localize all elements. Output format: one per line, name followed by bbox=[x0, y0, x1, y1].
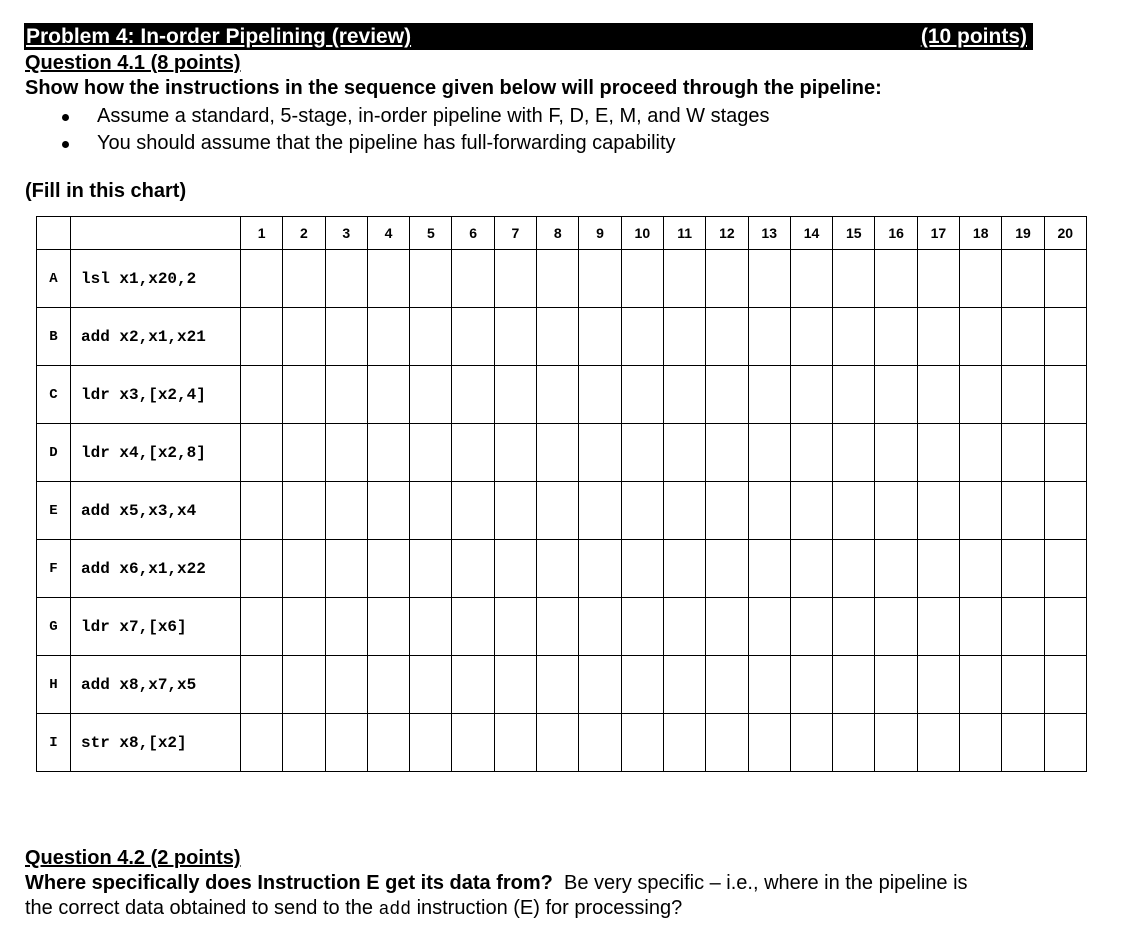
stage-cell[interactable] bbox=[833, 714, 875, 772]
cycle-number: 7 bbox=[494, 217, 536, 250]
stage-cell[interactable] bbox=[452, 540, 494, 598]
stage-cell[interactable] bbox=[283, 250, 325, 308]
stage-cell[interactable] bbox=[748, 656, 790, 714]
instruction-letter: F bbox=[37, 540, 71, 598]
stage-cell[interactable] bbox=[452, 482, 494, 540]
stage-cell[interactable] bbox=[1044, 482, 1086, 540]
stage-cell[interactable] bbox=[1044, 366, 1086, 424]
stage-cell[interactable] bbox=[410, 540, 452, 598]
stage-cell[interactable] bbox=[706, 482, 748, 540]
stage-cell[interactable] bbox=[1044, 656, 1086, 714]
stage-cell[interactable] bbox=[325, 540, 367, 598]
stage-cell[interactable] bbox=[875, 424, 917, 482]
stage-cell[interactable] bbox=[283, 482, 325, 540]
stage-cell[interactable] bbox=[325, 366, 367, 424]
stage-cell[interactable] bbox=[579, 250, 621, 308]
stage-cell[interactable] bbox=[790, 366, 832, 424]
instruction-letter: E bbox=[37, 482, 71, 540]
stage-cell[interactable] bbox=[960, 714, 1002, 772]
stage-cell[interactable] bbox=[410, 424, 452, 482]
stage-cell[interactable] bbox=[494, 424, 536, 482]
stage-cell[interactable] bbox=[663, 714, 705, 772]
stage-cell[interactable] bbox=[960, 540, 1002, 598]
stage-cell[interactable] bbox=[241, 540, 283, 598]
stage-cell[interactable] bbox=[663, 598, 705, 656]
stage-cell[interactable] bbox=[706, 656, 748, 714]
stage-cell[interactable] bbox=[663, 424, 705, 482]
stage-cell[interactable] bbox=[1002, 714, 1044, 772]
stage-cell[interactable] bbox=[833, 424, 875, 482]
stage-cell[interactable] bbox=[283, 366, 325, 424]
stage-cell[interactable] bbox=[748, 366, 790, 424]
stage-cell[interactable] bbox=[579, 482, 621, 540]
question-4-2-text-part2: instruction (E) for processing? bbox=[416, 897, 683, 919]
stage-cell[interactable] bbox=[537, 540, 579, 598]
stage-cell[interactable] bbox=[410, 366, 452, 424]
stage-cell[interactable] bbox=[790, 482, 832, 540]
stage-cell[interactable] bbox=[452, 656, 494, 714]
stage-cell[interactable] bbox=[325, 714, 367, 772]
instruction-code: ldr x3,[x2,4] bbox=[71, 366, 241, 424]
stage-cell[interactable] bbox=[960, 366, 1002, 424]
cycle-number: 11 bbox=[663, 217, 705, 250]
header-blank-cell bbox=[37, 217, 71, 250]
stage-cell[interactable] bbox=[241, 250, 283, 308]
question-4-2 bbox=[25, 846, 985, 923]
stage-cell[interactable] bbox=[452, 308, 494, 366]
stage-cell[interactable] bbox=[621, 250, 663, 308]
instruction-letter: G bbox=[37, 598, 71, 656]
stage-cell[interactable] bbox=[1002, 366, 1044, 424]
stage-cell[interactable] bbox=[410, 250, 452, 308]
stage-cell[interactable] bbox=[241, 656, 283, 714]
stage-cell[interactable] bbox=[537, 366, 579, 424]
stage-cell[interactable] bbox=[621, 366, 663, 424]
stage-cell[interactable] bbox=[579, 714, 621, 772]
stage-cell[interactable] bbox=[367, 540, 409, 598]
question-4-2-code-word: add bbox=[378, 900, 411, 920]
stage-cell[interactable] bbox=[241, 714, 283, 772]
stage-cell[interactable] bbox=[790, 540, 832, 598]
cycle-number: 1 bbox=[241, 217, 283, 250]
stage-cell[interactable] bbox=[706, 366, 748, 424]
stage-cell[interactable] bbox=[875, 714, 917, 772]
stage-cell[interactable] bbox=[537, 482, 579, 540]
stage-cell[interactable] bbox=[917, 598, 959, 656]
stage-cell[interactable] bbox=[367, 482, 409, 540]
stage-cell[interactable] bbox=[917, 424, 959, 482]
assumption-list bbox=[58, 104, 770, 158]
stage-cell[interactable] bbox=[579, 308, 621, 366]
stage-cell[interactable] bbox=[790, 598, 832, 656]
stage-cell[interactable] bbox=[283, 714, 325, 772]
stage-cell[interactable] bbox=[1002, 540, 1044, 598]
stage-cell[interactable] bbox=[875, 540, 917, 598]
stage-cell[interactable] bbox=[1044, 714, 1086, 772]
cycle-number: 5 bbox=[410, 217, 452, 250]
stage-cell[interactable] bbox=[790, 714, 832, 772]
stage-cell[interactable] bbox=[325, 308, 367, 366]
stage-cell[interactable] bbox=[579, 540, 621, 598]
stage-cell[interactable] bbox=[833, 366, 875, 424]
question-4-2-heading: Question 4.2 (2 points) bbox=[25, 847, 241, 869]
question-4-2-body bbox=[25, 871, 985, 923]
instruction-row bbox=[37, 366, 1087, 424]
cycle-number: 12 bbox=[706, 217, 748, 250]
pipeline-chart bbox=[36, 216, 1087, 772]
question-4-2-text-part1: Be very specific – i.e., where in the pipeline is the correct data obtained to send to the bbox=[25, 872, 968, 919]
instruction-code: add x5,x3,x4 bbox=[71, 482, 241, 540]
instruction-row bbox=[37, 656, 1087, 714]
stage-cell[interactable] bbox=[706, 308, 748, 366]
stage-cell[interactable] bbox=[960, 308, 1002, 366]
stage-cell[interactable] bbox=[663, 308, 705, 366]
stage-cell[interactable] bbox=[1002, 250, 1044, 308]
stage-cell[interactable] bbox=[706, 540, 748, 598]
stage-cell[interactable] bbox=[706, 424, 748, 482]
header-blank-cell bbox=[71, 217, 241, 250]
stage-cell[interactable] bbox=[537, 656, 579, 714]
stage-cell[interactable] bbox=[875, 250, 917, 308]
stage-cell[interactable] bbox=[1002, 482, 1044, 540]
stage-cell[interactable] bbox=[748, 714, 790, 772]
stage-cell[interactable] bbox=[537, 598, 579, 656]
stage-cell[interactable] bbox=[1002, 598, 1044, 656]
instruction-code: ldr x4,[x2,8] bbox=[71, 424, 241, 482]
stage-cell[interactable] bbox=[875, 482, 917, 540]
stage-cell[interactable] bbox=[663, 250, 705, 308]
stage-cell[interactable] bbox=[748, 482, 790, 540]
instruction-code: add x8,x7,x5 bbox=[71, 656, 241, 714]
stage-cell[interactable] bbox=[452, 424, 494, 482]
stage-cell[interactable] bbox=[706, 250, 748, 308]
stage-cell[interactable] bbox=[410, 714, 452, 772]
cycle-number: 6 bbox=[452, 217, 494, 250]
cycle-number: 17 bbox=[917, 217, 959, 250]
stage-cell[interactable] bbox=[241, 482, 283, 540]
instruction-code: ldr x7,[x6] bbox=[71, 598, 241, 656]
stage-cell[interactable] bbox=[833, 250, 875, 308]
stage-cell[interactable] bbox=[748, 308, 790, 366]
stage-cell[interactable] bbox=[1044, 540, 1086, 598]
stage-cell[interactable] bbox=[917, 656, 959, 714]
stage-cell[interactable] bbox=[663, 540, 705, 598]
stage-cell[interactable] bbox=[367, 366, 409, 424]
instruction-row bbox=[37, 714, 1087, 772]
stage-cell[interactable] bbox=[452, 598, 494, 656]
stage-cell[interactable] bbox=[283, 598, 325, 656]
stage-cell[interactable] bbox=[241, 366, 283, 424]
cycle-number: 3 bbox=[325, 217, 367, 250]
stage-cell[interactable] bbox=[790, 656, 832, 714]
cycle-header-row bbox=[37, 217, 1087, 250]
stage-cell[interactable] bbox=[283, 308, 325, 366]
stage-cell[interactable] bbox=[706, 598, 748, 656]
stage-cell[interactable] bbox=[748, 598, 790, 656]
instruction-row bbox=[37, 308, 1087, 366]
stage-cell[interactable] bbox=[960, 598, 1002, 656]
instruction-code: lsl x1,x20,2 bbox=[71, 250, 241, 308]
stage-cell[interactable] bbox=[325, 656, 367, 714]
stage-cell[interactable] bbox=[621, 482, 663, 540]
stage-cell[interactable] bbox=[579, 656, 621, 714]
stage-cell[interactable] bbox=[325, 424, 367, 482]
instruction-letter: C bbox=[37, 366, 71, 424]
problem-header-bar bbox=[24, 23, 1033, 50]
stage-cell[interactable] bbox=[663, 366, 705, 424]
stage-cell[interactable] bbox=[875, 366, 917, 424]
instruction-code: str x8,[x2] bbox=[71, 714, 241, 772]
stage-cell[interactable] bbox=[494, 308, 536, 366]
instruction-letter: H bbox=[37, 656, 71, 714]
stage-cell[interactable] bbox=[621, 424, 663, 482]
stage-cell[interactable] bbox=[410, 308, 452, 366]
stage-cell[interactable] bbox=[367, 250, 409, 308]
stage-cell[interactable] bbox=[283, 656, 325, 714]
stage-cell[interactable] bbox=[621, 656, 663, 714]
cycle-number: 20 bbox=[1044, 217, 1086, 250]
stage-cell[interactable] bbox=[494, 482, 536, 540]
stage-cell[interactable] bbox=[494, 598, 536, 656]
stage-cell[interactable] bbox=[410, 656, 452, 714]
cycle-number: 9 bbox=[579, 217, 621, 250]
stage-cell[interactable] bbox=[494, 366, 536, 424]
cycle-number: 18 bbox=[960, 217, 1002, 250]
instruction-letter: A bbox=[37, 250, 71, 308]
stage-cell[interactable] bbox=[917, 714, 959, 772]
stage-cell[interactable] bbox=[875, 598, 917, 656]
question-4-1-prompt: Show how the instructions in the sequence given below will proceed through the pipeline: bbox=[25, 77, 882, 99]
stage-cell[interactable] bbox=[917, 308, 959, 366]
stage-cell[interactable] bbox=[579, 424, 621, 482]
stage-cell[interactable] bbox=[833, 598, 875, 656]
stage-cell[interactable] bbox=[325, 250, 367, 308]
stage-cell[interactable] bbox=[410, 482, 452, 540]
problem-points: (10 points) bbox=[920, 25, 1027, 48]
stage-cell[interactable] bbox=[833, 308, 875, 366]
stage-cell[interactable] bbox=[706, 714, 748, 772]
stage-cell[interactable] bbox=[790, 250, 832, 308]
stage-cell[interactable] bbox=[452, 366, 494, 424]
cycle-number: 8 bbox=[537, 217, 579, 250]
instruction-letter: B bbox=[37, 308, 71, 366]
stage-cell[interactable] bbox=[579, 366, 621, 424]
stage-cell[interactable] bbox=[960, 424, 1002, 482]
stage-cell[interactable] bbox=[452, 250, 494, 308]
instruction-row bbox=[37, 598, 1087, 656]
assumption-item: You should assume that the pipeline has full-forwarding capability bbox=[58, 131, 770, 158]
stage-cell[interactable] bbox=[790, 308, 832, 366]
stage-cell[interactable] bbox=[960, 482, 1002, 540]
stage-cell[interactable] bbox=[367, 656, 409, 714]
stage-cell[interactable] bbox=[494, 250, 536, 308]
stage-cell[interactable] bbox=[537, 308, 579, 366]
stage-cell[interactable] bbox=[917, 366, 959, 424]
cycle-number: 14 bbox=[790, 217, 832, 250]
stage-cell[interactable] bbox=[494, 540, 536, 598]
instruction-row bbox=[37, 424, 1087, 482]
stage-cell[interactable] bbox=[537, 250, 579, 308]
stage-cell[interactable] bbox=[1002, 308, 1044, 366]
stage-cell[interactable] bbox=[1002, 656, 1044, 714]
stage-cell[interactable] bbox=[960, 250, 1002, 308]
cycle-number: 19 bbox=[1002, 217, 1044, 250]
stage-cell[interactable] bbox=[621, 308, 663, 366]
stage-cell[interactable] bbox=[875, 656, 917, 714]
stage-cell[interactable] bbox=[241, 424, 283, 482]
instruction-code: add x2,x1,x21 bbox=[71, 308, 241, 366]
stage-cell[interactable] bbox=[494, 656, 536, 714]
fill-chart-label: (Fill in this chart) bbox=[25, 180, 187, 202]
cycle-number: 10 bbox=[621, 217, 663, 250]
stage-cell[interactable] bbox=[537, 714, 579, 772]
stage-cell[interactable] bbox=[960, 656, 1002, 714]
stage-cell[interactable] bbox=[579, 598, 621, 656]
stage-cell[interactable] bbox=[452, 714, 494, 772]
stage-cell[interactable] bbox=[917, 482, 959, 540]
stage-cell[interactable] bbox=[663, 656, 705, 714]
stage-cell[interactable] bbox=[410, 598, 452, 656]
instruction-row bbox=[37, 482, 1087, 540]
stage-cell[interactable] bbox=[748, 250, 790, 308]
stage-cell[interactable] bbox=[367, 598, 409, 656]
stage-cell[interactable] bbox=[1044, 250, 1086, 308]
stage-cell[interactable] bbox=[663, 482, 705, 540]
stage-cell[interactable] bbox=[833, 540, 875, 598]
stage-cell[interactable] bbox=[1002, 424, 1044, 482]
cycle-number: 15 bbox=[833, 217, 875, 250]
instruction-letter: I bbox=[37, 714, 71, 772]
stage-cell[interactable] bbox=[325, 598, 367, 656]
cycle-number: 2 bbox=[283, 217, 325, 250]
stage-cell[interactable] bbox=[537, 424, 579, 482]
stage-cell[interactable] bbox=[1044, 598, 1086, 656]
cycle-number: 13 bbox=[748, 217, 790, 250]
stage-cell[interactable] bbox=[790, 424, 832, 482]
stage-cell[interactable] bbox=[325, 482, 367, 540]
stage-cell[interactable] bbox=[833, 656, 875, 714]
stage-cell[interactable] bbox=[241, 598, 283, 656]
stage-cell[interactable] bbox=[621, 598, 663, 656]
question-4-1-heading: Question 4.1 (8 points) bbox=[25, 52, 241, 74]
stage-cell[interactable] bbox=[1044, 424, 1086, 482]
instruction-row bbox=[37, 540, 1087, 598]
question-4-2-bold-question: Where specifically does Instruction E get its data from? bbox=[25, 872, 553, 894]
cycle-number: 4 bbox=[367, 217, 409, 250]
stage-cell[interactable] bbox=[748, 540, 790, 598]
stage-cell[interactable] bbox=[367, 308, 409, 366]
stage-cell[interactable] bbox=[367, 424, 409, 482]
stage-cell[interactable] bbox=[1044, 308, 1086, 366]
cycle-number: 16 bbox=[875, 217, 917, 250]
problem-title: Problem 4: In-order Pipelining (review) bbox=[26, 25, 412, 48]
stage-cell[interactable] bbox=[283, 424, 325, 482]
instruction-code: add x6,x1,x22 bbox=[71, 540, 241, 598]
instruction-letter: D bbox=[37, 424, 71, 482]
assumption-item: Assume a standard, 5-stage, in-order pipeline with F, D, E, M, and W stages bbox=[58, 104, 770, 131]
stage-cell[interactable] bbox=[833, 482, 875, 540]
stage-cell[interactable] bbox=[283, 540, 325, 598]
stage-cell[interactable] bbox=[875, 308, 917, 366]
stage-cell[interactable] bbox=[917, 250, 959, 308]
stage-cell[interactable] bbox=[241, 308, 283, 366]
stage-cell[interactable] bbox=[494, 714, 536, 772]
stage-cell[interactable] bbox=[621, 714, 663, 772]
stage-cell[interactable] bbox=[917, 540, 959, 598]
stage-cell[interactable] bbox=[367, 714, 409, 772]
stage-cell[interactable] bbox=[621, 540, 663, 598]
instruction-row bbox=[37, 250, 1087, 308]
stage-cell[interactable] bbox=[748, 424, 790, 482]
